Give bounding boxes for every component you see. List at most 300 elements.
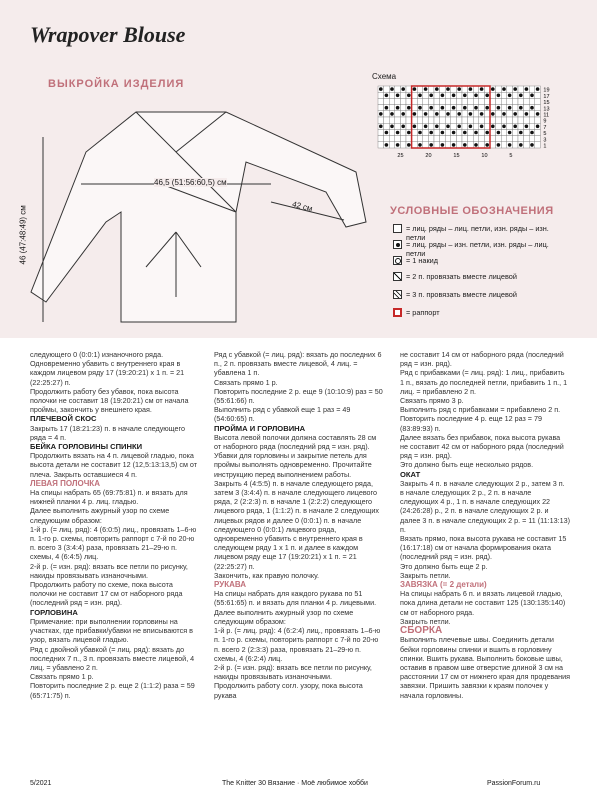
purl-dot <box>413 125 417 129</box>
chart-cell <box>496 123 502 129</box>
chart-cell <box>412 142 418 148</box>
chart-cell <box>507 98 513 104</box>
purl-dot <box>530 94 534 98</box>
chart-cell <box>484 117 490 123</box>
purl-dot <box>485 131 489 135</box>
chart-cell <box>507 86 513 92</box>
purl-dot <box>418 131 422 135</box>
chart-cell <box>395 111 401 117</box>
chart-cell <box>384 98 390 104</box>
chart-row-number: 1 <box>543 143 547 150</box>
paragraph: Одновременно убавить с внутреннего края в каждом лицевом ряду 17 (19:20:21) х 1 п. = 21 (22:25:27) п. <box>30 359 185 387</box>
chart-cell <box>434 129 440 135</box>
purl-dot <box>480 87 484 91</box>
purl-dot <box>480 112 484 116</box>
footer-left: 5/2021 <box>30 780 52 787</box>
purl-dot <box>474 131 478 135</box>
chart-cell <box>395 117 401 123</box>
chart-cell <box>400 136 406 142</box>
chart-col-number: 25 <box>397 153 404 159</box>
footer-right: PassionForum.ru <box>487 780 541 787</box>
chart-cell <box>384 123 390 129</box>
chart-cell <box>535 129 541 135</box>
chart-cell <box>479 142 485 148</box>
chart-cell <box>535 105 541 111</box>
chart-cell <box>535 136 541 142</box>
chart-cell <box>462 117 468 123</box>
paragraph: Закрыть 17 (18:21:23) п. в начале следующего ряда = 4 п. <box>30 423 185 442</box>
chart-cell <box>496 111 502 117</box>
chart-cell <box>535 92 541 98</box>
chart-cell <box>440 98 446 104</box>
chart-cell <box>423 142 429 148</box>
purl-dot <box>379 112 383 116</box>
chart-cell <box>518 123 524 129</box>
paragraph: Повторить последние 2 р. еще 2 (1:1:2) раза = 59 (65:71:75) п. <box>30 681 195 700</box>
paragraph: Продолжить работу согл. узору, пока высота рукава <box>214 681 363 700</box>
chart-cell <box>428 111 434 117</box>
legend-repeat: = раппорт <box>393 308 568 317</box>
paragraph: Ряд с двойной убавкой (= лиц. ряд): вязать до последних 7 п., 3 п. провязать вместе лицевой, 4 лиц. = убавлено 2 п. <box>30 644 195 672</box>
purl-dot <box>396 94 400 98</box>
chart-cell <box>423 136 429 142</box>
chart-cell <box>412 98 418 104</box>
purl-dot <box>502 87 506 91</box>
chart-cell <box>524 129 530 135</box>
chart-cell <box>518 111 524 117</box>
chart-cell <box>501 98 507 104</box>
purl-dot <box>407 106 411 110</box>
chart-col-number: 20 <box>425 153 432 159</box>
section-heading: ЛЕВАЯ ПОЛОЧКА <box>30 478 100 488</box>
chart-col-number: 15 <box>453 153 460 159</box>
page-title: Wrapover Blouse <box>30 22 186 47</box>
purl-dot <box>513 87 517 91</box>
purl-dot <box>429 131 433 135</box>
chart-cell <box>445 92 451 98</box>
purl-dot <box>385 106 389 110</box>
purl-dot <box>508 94 512 98</box>
paragraph: Связать прямо 1 р. <box>30 672 94 682</box>
purl-dot <box>441 94 445 98</box>
purl-dot <box>435 87 439 91</box>
purl-dot <box>413 87 417 91</box>
chart-cell <box>389 105 395 111</box>
chart-cell <box>434 105 440 111</box>
purl-dot <box>485 94 489 98</box>
section-heading: ПЛЕЧЕВОЙ СКОС <box>30 414 97 424</box>
chart-cell <box>384 136 390 142</box>
purl-dot <box>396 106 400 110</box>
chart-cell <box>512 117 518 123</box>
purl-dot <box>508 131 512 135</box>
purl-dot <box>413 112 417 116</box>
chart-cell <box>529 117 535 123</box>
purl-dot <box>530 143 534 147</box>
chart-cell <box>524 142 530 148</box>
chart-cell <box>484 123 490 129</box>
paragraph: Закрыть 4 (4:5:5) п. в начале следующего ряда, затем 3 (3:4:4) п. в начале следующего лицевого ряда, 2 (2:2:3) п. в начале 1 (2:2:2) следующего лицевого ряда, 1 (1:1:2) п. в начале 2 следующих лицевых рядов и далее 0 (0:0:1) п. в начале следующего 0 (0:0:1) лицевого ряда, одновременно убавить с внутреннего края в следующем ряду 1 х 1 п. и далее в каждом лицевом ряду еще 17 (19:20:21) х 1 п. = 21 (22:25:27) п. <box>214 478 379 571</box>
chart-cell <box>434 98 440 104</box>
empty-square-icon <box>393 224 402 233</box>
chart-cell <box>507 123 513 129</box>
chart-cell <box>473 111 479 117</box>
chart-cell <box>406 98 412 104</box>
chart-cell <box>462 86 468 92</box>
purl-dot <box>491 112 495 116</box>
chart-cell <box>490 98 496 104</box>
purl-dot <box>519 94 523 98</box>
purl-dot <box>396 143 400 147</box>
legend-purl: = лиц. ряды – изн. петли, изн. ряды – лиц. петли <box>393 240 568 258</box>
chart-cell <box>535 117 541 123</box>
chart-cell <box>378 136 384 142</box>
legend-heading: УСЛОВНЫЕ ОБОЗНАЧЕНИЯ <box>390 205 554 217</box>
paragraph: Ряд с убавкой (= лиц. ряд): вязать до последних 6 п., 2 п. провязать вместе лицевой, 4 лиц. = убавлена 1 п. <box>214 350 382 378</box>
purl-dot <box>385 143 389 147</box>
chart-cell <box>518 117 524 123</box>
chart-cell <box>468 117 474 123</box>
paragraph: Выполнить плечевые швы. Соединить детали бейки горловины спинки и вшить в горловину спинки. Вшить рукава. Выполнить боковые швы, оставив в правом шве отверстие длиной 3 см на расстоянии 17 см от нижнего края для продевания завязки. Пришить завязки к краям полочек у начала горловины. <box>400 635 570 700</box>
chart-cell <box>524 92 530 98</box>
paragraph: Закрыть 4 п. в начале следующих 2 р., затем 3 п. в начале следующих 2 р., 2 п. в начале следующих 4 р., 1 п. в начале следующих 22 (24:26:28) р., 2 п. в начале следующих 2 р. и далее 3 п. в начале следующих 2 р. = 11 (11:13:13) п. <box>400 478 571 534</box>
section-heading: СБОРКА <box>400 625 443 637</box>
purl-dot <box>536 112 540 116</box>
chart-cell <box>428 86 434 92</box>
paragraph: Продолжить вязать на 4 п. лицевой гладью, пока высота детали не составит 12 (12,5:13:13,5) см от плеча. Закрыть оставшиеся 4 п. <box>30 451 198 479</box>
chart-cell <box>484 86 490 92</box>
paragraph: Вязать прямо, пока высота рукава не составит 15 (16:17:18) см от начала формирования оката (последний ряд = изн. ряд). <box>400 534 567 562</box>
chart-cell <box>417 117 423 123</box>
scheme-title: Схема <box>372 72 397 81</box>
purl-dot <box>401 125 405 129</box>
chart-cell <box>535 98 541 104</box>
chart-cell <box>468 105 474 111</box>
chart-cell <box>484 98 490 104</box>
chart-cell <box>456 142 462 148</box>
chart-cell <box>468 92 474 98</box>
purl-dot <box>435 125 439 129</box>
chart-cell <box>479 129 485 135</box>
chart-cell <box>417 111 423 117</box>
chart-cell <box>507 136 513 142</box>
section-heading: БЕЙКА ГОРЛОВИНЫ СПИНКИ <box>30 442 143 452</box>
chart-cell <box>451 98 457 104</box>
chart-cell <box>378 92 384 98</box>
chart-cell <box>389 92 395 98</box>
dot-square-icon <box>393 240 402 249</box>
purl-dot <box>530 106 534 110</box>
purl-dot <box>457 87 461 91</box>
sleeve-measure: 42 см <box>291 199 314 214</box>
chart-cell <box>468 98 474 104</box>
paragraph: 2-й р. (= изн. ряд): вязать все петли по рисунку, накиды провязывать изнаночными. <box>214 662 372 682</box>
chart-cell <box>473 117 479 123</box>
chart-cell <box>406 117 412 123</box>
chart-cell <box>518 98 524 104</box>
chart-cell <box>507 117 513 123</box>
purl-dot <box>463 106 467 110</box>
red-square-icon <box>393 308 402 317</box>
chart-cell <box>384 111 390 117</box>
chart-cell <box>384 117 390 123</box>
chart-row-number: 9 <box>543 118 547 125</box>
chart-cell <box>512 136 518 142</box>
paragraph: Далее выполнить ажурный узор по схеме следующим образом: <box>30 506 170 525</box>
purl-dot <box>519 131 523 135</box>
chart-cell <box>406 111 412 117</box>
chart-cell <box>479 105 485 111</box>
chart-cell <box>473 86 479 92</box>
purl-dot <box>485 143 489 147</box>
purl-dot <box>480 125 484 129</box>
chart-cell <box>524 105 530 111</box>
chart-cell <box>512 98 518 104</box>
chart-cell <box>389 117 395 123</box>
chart-cell <box>512 142 518 148</box>
purl-dot <box>463 131 467 135</box>
chart-cell <box>378 117 384 123</box>
chart-cell <box>496 136 502 142</box>
chart-cell <box>479 136 485 142</box>
chart-cell <box>518 136 524 142</box>
chart-cell <box>400 117 406 123</box>
text-column-2 <box>214 350 384 700</box>
chart-cell <box>434 142 440 148</box>
paragraph: Продолжить работу без убавок, пока высота полочки не составит 18 (19:20:21) см от начала проймы, закончить у внешнего края. <box>30 386 189 415</box>
purl-dot <box>469 125 473 129</box>
purl-dot <box>497 94 501 98</box>
chart-cell <box>535 142 541 148</box>
chart-cell <box>428 117 434 123</box>
chart-cell <box>529 111 535 117</box>
paragraph: Далее вязать без прибавок, пока высота рукава не составит 42 см от наборного ряда (последний ряд = изн. ряд). <box>400 432 564 461</box>
purl-dot <box>513 112 517 116</box>
section-heading: ОКАТ <box>400 469 421 479</box>
chart-cell <box>479 92 485 98</box>
width-measure: 46,5 (51:56:60,5) см <box>154 178 227 187</box>
purl-dot <box>390 112 394 116</box>
chart-cell <box>395 123 401 129</box>
chart-cell <box>423 117 429 123</box>
chart-cell <box>496 117 502 123</box>
chart-cell <box>417 86 423 92</box>
purl-dot <box>485 106 489 110</box>
purl-dot <box>452 106 456 110</box>
purl-dot <box>441 106 445 110</box>
chart-cell <box>451 136 457 142</box>
paragraph: Далее выполнить ажурный узор по схеме следующим образом: <box>214 607 354 626</box>
purl-dot <box>407 143 411 147</box>
paragraph: следующего 0 (0:0:1) изнаночного ряда. <box>30 350 164 359</box>
purl-dot <box>525 112 529 116</box>
paragraph: Высота левой полочки должна составлять 28 см от наборного ряда (последний ряд = изн. ряд). <box>214 432 377 452</box>
chart-cell <box>412 92 418 98</box>
chart-cell <box>473 123 479 129</box>
chart-cell <box>400 105 406 111</box>
slash-square-icon <box>393 272 402 281</box>
purl-dot <box>429 94 433 98</box>
purl-dot <box>525 87 529 91</box>
chart-cell <box>378 98 384 104</box>
purl-dot <box>508 143 512 147</box>
chart-cell <box>462 123 468 129</box>
chart-cell <box>479 98 485 104</box>
text-column-3 <box>400 350 570 700</box>
chart-cell <box>434 136 440 142</box>
chart-cell <box>501 92 507 98</box>
purl-dot <box>429 143 433 147</box>
purl-dot <box>385 94 389 98</box>
chart-cell <box>484 111 490 117</box>
paragraph: Продолжить работу по схеме, пока высота полочки не составит 17 см от наборного ряда (последний ряд = изн. ряд). <box>30 580 183 608</box>
chart-col-number: 5 <box>509 153 513 159</box>
chart-cell <box>456 117 462 123</box>
chart-cell <box>490 129 496 135</box>
chart-cell <box>384 86 390 92</box>
purl-dot <box>424 125 428 129</box>
chart-cell <box>406 86 412 92</box>
chart-cell <box>501 105 507 111</box>
chart-cell <box>445 105 451 111</box>
chart-cell <box>490 117 496 123</box>
purl-dot <box>530 131 534 135</box>
chart-row-number: 15 <box>543 100 550 107</box>
chart-cell <box>501 129 507 135</box>
section-heading: ПРОЙМА И ГОРЛОВИНА <box>214 423 306 433</box>
text-column-1 <box>30 350 198 700</box>
purl-dot <box>379 87 383 91</box>
purl-dot <box>446 112 450 116</box>
chart-cell <box>378 105 384 111</box>
chart-cell <box>406 136 412 142</box>
purl-dot <box>441 143 445 147</box>
chart-cell <box>389 136 395 142</box>
purl-dot <box>424 87 428 91</box>
section-heading: РУКАВА <box>214 580 247 590</box>
chart-cell <box>434 92 440 98</box>
purl-dot <box>390 125 394 129</box>
chart-cell <box>490 105 496 111</box>
purl-dot <box>457 125 461 129</box>
purl-dot <box>418 143 422 147</box>
paragraph: не составит 14 см от наборного ряда (последний ряд = изн. ряд). <box>400 350 564 369</box>
chart-cell <box>417 123 423 129</box>
chart-cell <box>445 117 451 123</box>
purl-dot <box>452 94 456 98</box>
purl-dot <box>536 87 540 91</box>
purl-dot <box>401 112 405 116</box>
purl-dot <box>474 143 478 147</box>
purl-dot <box>519 106 523 110</box>
chart-cell <box>423 129 429 135</box>
chart-cell <box>389 98 395 104</box>
section-heading: ГОРЛОВИНА <box>30 607 78 617</box>
chart-cell <box>400 129 406 135</box>
paragraph: Связать прямо 3 р. <box>400 396 464 406</box>
purl-dot <box>452 143 456 147</box>
chart-cell <box>468 129 474 135</box>
chart-cell <box>412 136 418 142</box>
chart-cell <box>512 92 518 98</box>
legend-knit: = лиц. ряды – лиц. петли, изн. ряды – изн. петли <box>393 224 568 242</box>
purl-dot <box>379 125 383 129</box>
paragraph: Закрыть петли. <box>400 570 451 580</box>
chart-cell <box>524 117 530 123</box>
chart-cell <box>490 136 496 142</box>
chart-cell <box>496 98 502 104</box>
chart-cell <box>456 136 462 142</box>
paragraph: 1-й р. (= лиц. ряд): 4 (6:0:5) лиц., провязать 1–6-ю п. 1-го р. схемы, повторить раппорт с 7-й по 20-ю п. всего 3 (3:4:4) раза, провязать 21–29-ю п. схемы, 4 (6:4:5) лиц. <box>30 524 197 562</box>
legend-k2tog: = 2 п. провязать вместе лицевой <box>393 272 568 281</box>
chart-cell <box>468 136 474 142</box>
chart-cell <box>423 98 429 104</box>
purl-dot <box>446 125 450 129</box>
chart-cell <box>412 105 418 111</box>
purl-dot <box>385 131 389 135</box>
paragraph: Ряд с прибавками (= лиц. ряд): 1 лиц., прибавить 1 п., вязать до последней петли, прибавить 1 п., 1 лиц. = прибавлено 2 п. <box>400 368 568 396</box>
chart-cell <box>395 136 401 142</box>
chart-cell <box>456 129 462 135</box>
paragraph: Выполнить ряд с прибавками = прибавлено 2 п. <box>400 405 561 415</box>
chart-cell <box>445 98 451 104</box>
purl-dot <box>525 125 529 129</box>
chart-cell <box>462 136 468 142</box>
paragraph: На спицы набрать для каждого рукава по 51 (55:61:65) п. и вязать для планки 4 р. лицевыми. <box>214 589 377 608</box>
paragraph: Это должно быть еще несколько рядов. <box>400 460 534 470</box>
chart-cell <box>529 136 535 142</box>
chart-cell <box>473 136 479 142</box>
purl-dot <box>491 125 495 129</box>
chart-cell <box>445 129 451 135</box>
paragraph: Закрыть петли. <box>400 616 451 626</box>
chart-cell <box>440 136 446 142</box>
paragraph: Выполнить ряд с убавкой еще 1 раз = 49 (54:60:65) п. <box>214 405 351 424</box>
purl-dot <box>513 125 517 129</box>
chart-cell <box>529 123 535 129</box>
purl-dot <box>441 131 445 135</box>
stitch-chart <box>376 84 556 164</box>
chart-cell <box>456 98 462 104</box>
chart-cell <box>440 111 446 117</box>
purl-dot <box>463 143 467 147</box>
chart-cell <box>389 142 395 148</box>
circle-square-icon <box>393 256 402 265</box>
chart-cell <box>445 136 451 142</box>
chart-cell <box>462 111 468 117</box>
chart-cell <box>473 98 479 104</box>
triple-slash-square-icon <box>393 290 402 299</box>
purl-dot <box>435 112 439 116</box>
purl-dot <box>457 112 461 116</box>
paragraph: Связать прямо 1 р. <box>214 377 278 387</box>
chart-cell <box>395 98 401 104</box>
chart-cell <box>468 142 474 148</box>
pattern-heading: ВЫКРОЙКА ИЗДЕЛИЯ <box>48 78 185 90</box>
chart-cell <box>501 136 507 142</box>
paragraph: Убавки для горловины и закрытие петель для проймы выполнять одновременно. Прочитайте инструкцию перед выполнением работы. <box>214 451 372 479</box>
chart-cell <box>490 142 496 148</box>
purl-dot <box>407 131 411 135</box>
chart-cell <box>417 136 423 142</box>
purl-dot <box>536 125 540 129</box>
chart-cell <box>507 111 513 117</box>
paragraph: На спицы набрать 65 (69:75:81) п. и вязать для нижней планки 4 р. лиц. гладью. <box>30 488 188 507</box>
chart-cell <box>395 86 401 92</box>
purl-dot <box>446 87 450 91</box>
chart-cell <box>412 117 418 123</box>
chart-row-number: 17 <box>543 93 550 100</box>
